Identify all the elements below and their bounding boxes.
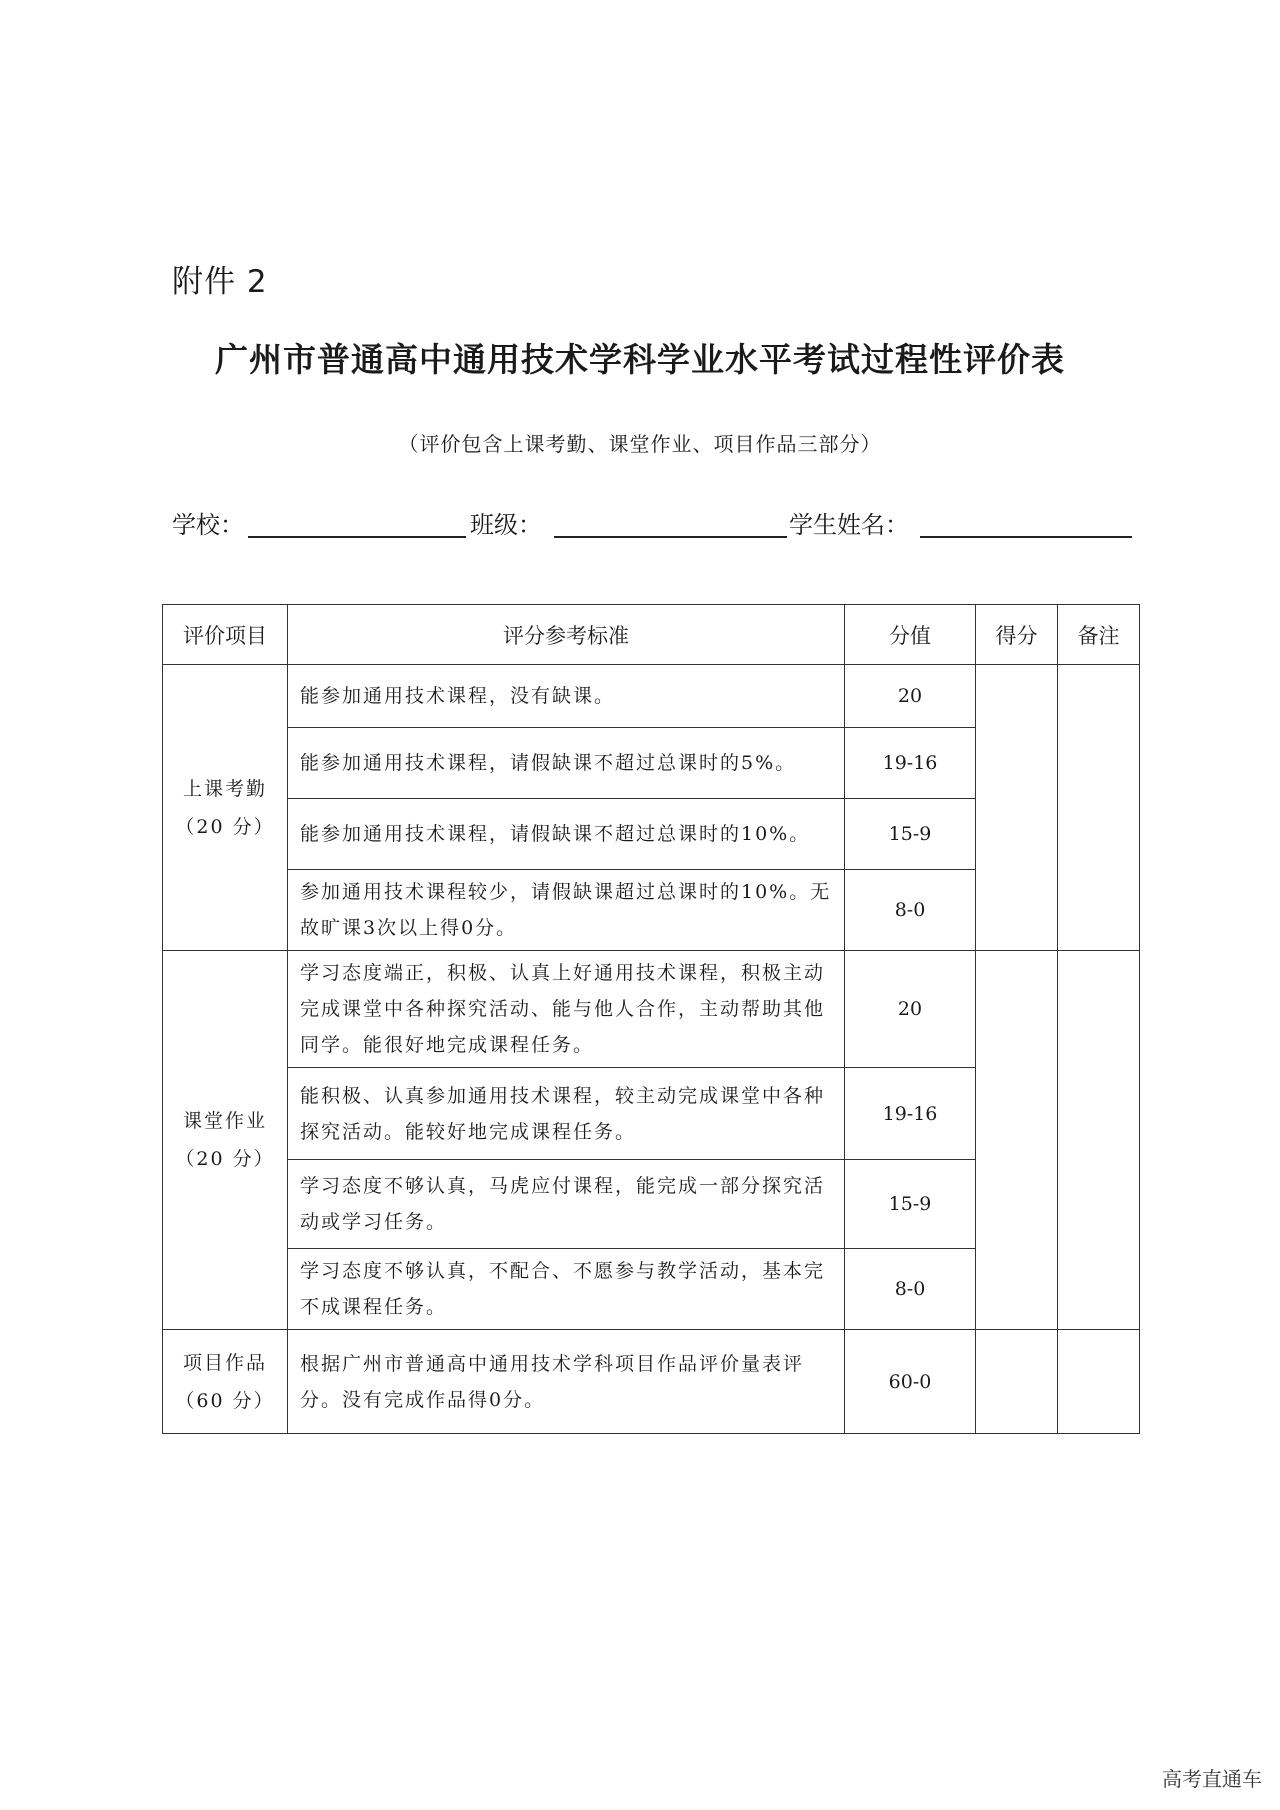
table-header-row [163, 605, 1140, 665]
header-points: 分值 [845, 605, 976, 665]
header-remarks: 备注 [1058, 605, 1140, 665]
criteria-cell: 能参加通用技术课程，请假缺课不超过总课时的5%。 [288, 728, 845, 799]
criteria-cell: 能参加通用技术课程，请假缺课不超过总课时的10%。 [288, 799, 845, 870]
criteria-cell: 参加通用技术课程较少，请假缺课超过总课时的10%。无故旷课3次以上得0分。 [288, 870, 845, 951]
classwork-category [163, 951, 288, 1330]
attendance-remarks-cell[interactable] [1058, 665, 1140, 951]
table-row [163, 1330, 1140, 1434]
criteria-cell: 能参加通用技术课程，没有缺课。 [288, 665, 845, 728]
table-row [163, 665, 1140, 728]
classwork-remarks-cell[interactable] [1058, 951, 1140, 1330]
student-info-row [172, 505, 1132, 539]
classwork-points: （20 分） [175, 1148, 275, 1170]
points-cell: 15-9 [845, 799, 976, 870]
points-cell: 8-0 [845, 870, 976, 951]
project-score-cell[interactable] [976, 1330, 1058, 1434]
attachment-label: 附件 2 [172, 264, 268, 300]
attendance-score-cell[interactable] [976, 665, 1058, 951]
points-cell: 20 [845, 951, 976, 1068]
classwork-score-cell[interactable] [976, 951, 1058, 1330]
footer-watermark: 高考直通车 [1162, 1767, 1262, 1791]
classwork-name: 课堂作业 [182, 1110, 267, 1132]
class-label: 班级： [470, 511, 542, 539]
criteria-cell: 学习态度不够认真，马虎应付课程，能完成一部分探究活动或学习任务。 [288, 1160, 845, 1249]
points-cell: 19-16 [845, 1068, 976, 1160]
points-cell: 8-0 [845, 1249, 976, 1330]
page-title: 广州市普通高中通用技术学科学业水平考试过程性评价表 [215, 340, 1065, 379]
attendance-points: （20 分） [175, 815, 275, 838]
project-remarks-cell[interactable] [1058, 1330, 1140, 1434]
criteria-cell: 学习态度不够认真，不配合、不愿参与教学活动，基本完不成课程任务。 [288, 1249, 845, 1330]
project-category [163, 1330, 288, 1434]
student-name-field-line[interactable] [920, 536, 1132, 538]
project-name: 项目作品 [182, 1351, 267, 1374]
project-points: （60 分） [175, 1389, 275, 1412]
header-criteria: 评分参考标准 [288, 605, 845, 665]
attendance-name: 上课考勤 [182, 777, 267, 800]
header-score: 得分 [976, 605, 1058, 665]
student-name-label: 学生姓名： [789, 511, 909, 539]
points-cell: 15-9 [845, 1160, 976, 1249]
criteria-cell: 能积极、认真参加通用技术课程，较主动完成课堂中各种探究活动。能较好地完成课程任务。 [288, 1068, 845, 1160]
points-cell: 60-0 [845, 1330, 976, 1434]
school-field-line[interactable] [248, 536, 466, 538]
evaluation-table [162, 604, 1140, 1434]
school-label: 学校： [172, 511, 244, 539]
criteria-cell: 学习态度端正，积极、认真上好通用技术课程，积极主动完成课堂中各种探究活动、能与他人合作，主动帮助其他同学。能很好地完成课程任务。 [288, 951, 845, 1068]
page-subtitle: （评价包含上课考勤、课堂作业、项目作品三部分） [398, 432, 882, 456]
header-item: 评价项目 [163, 605, 288, 665]
points-cell: 19-16 [845, 728, 976, 799]
class-field-line[interactable] [554, 536, 787, 538]
attendance-category [163, 665, 288, 951]
points-cell: 20 [845, 665, 976, 728]
criteria-cell: 根据广州市普通高中通用技术学科项目作品评价量表评分。没有完成作品得0分。 [288, 1330, 845, 1434]
table-row [163, 951, 1140, 1068]
